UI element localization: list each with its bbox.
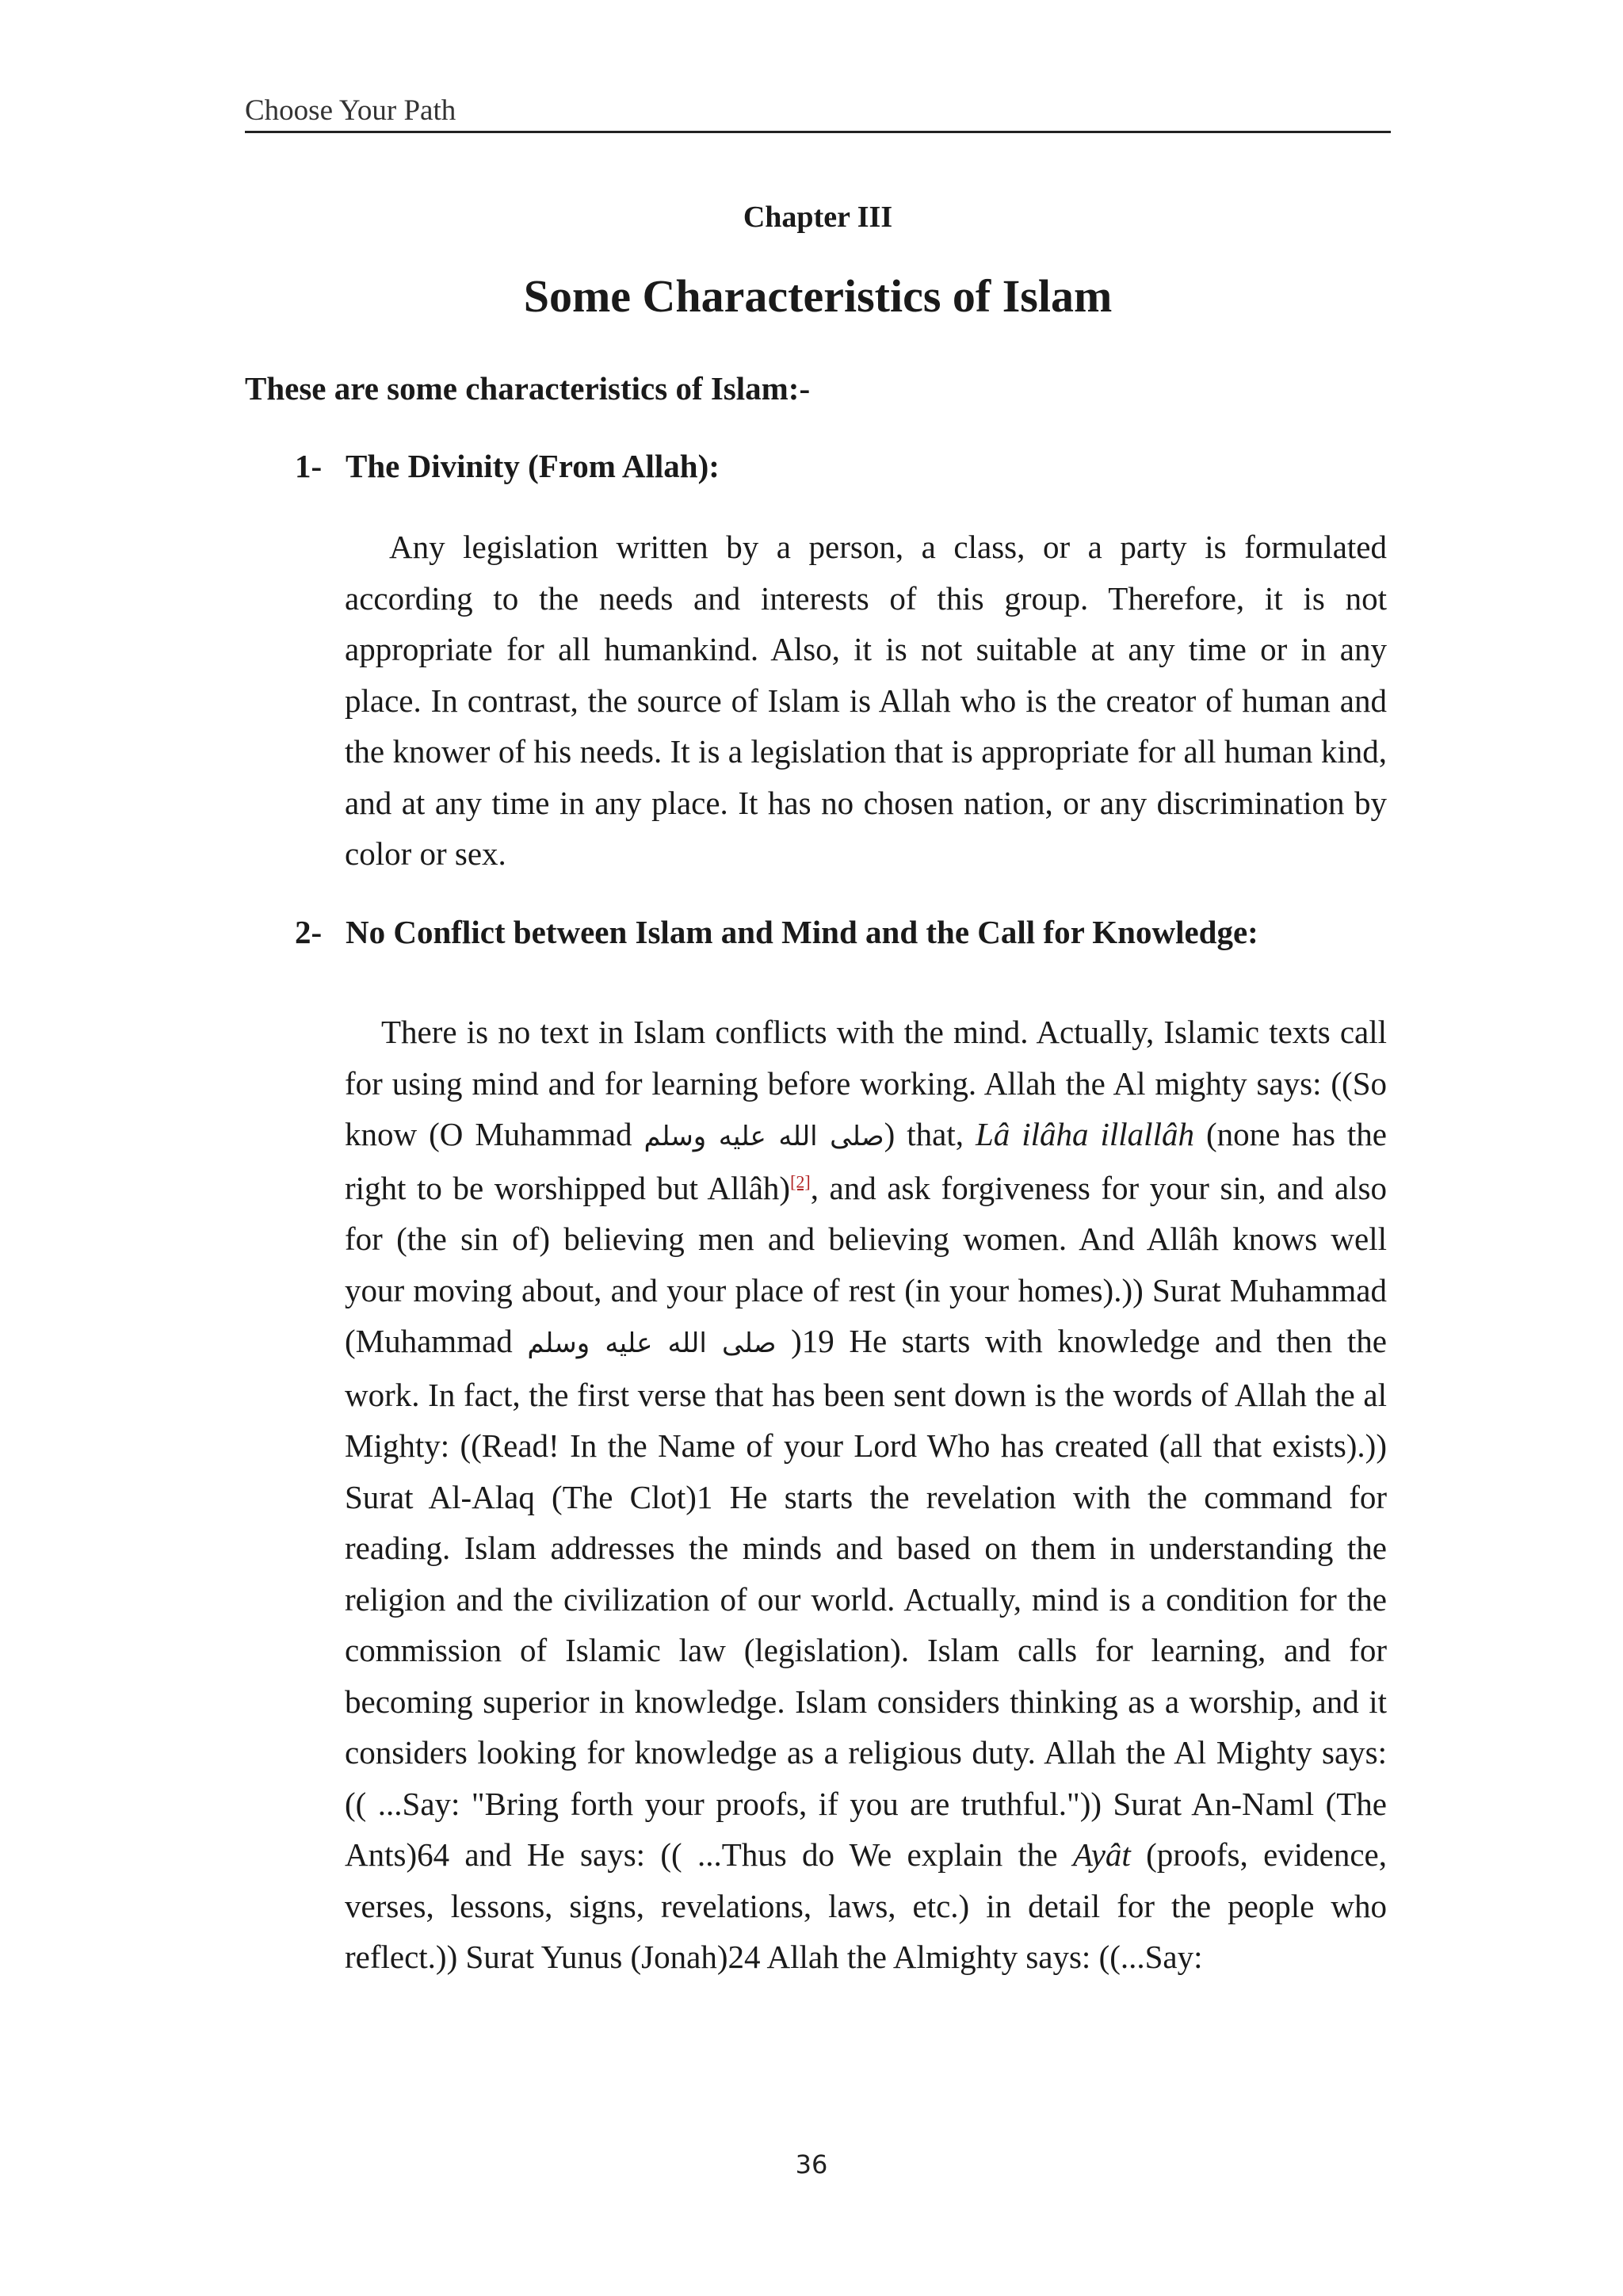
chapter-label: Chapter III bbox=[743, 201, 893, 234]
paragraph-knowledge: There is no text in Islam conflicts with the mind. Actually, Islamic texts call for using mind and for learning before working. Allah the Al mighty says: ((So know (O Muhammad صلى الله عليه وسلم) that, Lâ ilâha illallâh (none has the right to be worshipped but Allâh)[2], and ask forgiveness for your sin, and also for (the sin of) believing men and believing women. And Allâh knows well your moving about, and your place of rest (in your homes).)) Surat Muhammad (Muhammad صلى الله عليه وسلم )19 He starts with knowledge and then the work. In fact, the first verse that has been sent down is the words of Allah the al Mighty: ((Read! In the Name of your Lord Who has created (all that exists).)) Surat Al-Alaq (The Clot)1 He starts the revelation with the command for reading. Islam addresses the minds and based on them in understanding the religion and the civilization of our world. Actually, mind is a condition for the commission of Islamic law (legislation). Islam calls for learning, and for becoming superior in knowledge. Islam considers thinking as a worship, and it considers looking for knowledge as a religious duty. Allah the Al Mighty says: (( ...Say: "Bring forth your proofs, if you are truthful.")) Surat An-Naml (The Ants)64 and He says: (( ...Thus do We explain the Ayât (proofs, evidence, verses, lessons, signs, revelations, laws, etc.) in detail for the people who reflect.)) Surat Yunus (Jonah)24 Allah the Almighty says: ((...Say: bbox=[345, 1014, 1388, 1975]
italic-phrase: Ayât bbox=[1072, 1836, 1131, 1873]
section-number: 2- bbox=[295, 914, 323, 950]
section-heading-divinity bbox=[295, 447, 720, 485]
italic-phrase: Lâ ilâha illallâh bbox=[975, 1116, 1194, 1152]
section-title: The Divinity (From Allah): bbox=[346, 448, 720, 484]
intro-line: These are some characteristics of Islam:- bbox=[245, 370, 811, 407]
arabic-salutation: صلى الله عليه وسلم bbox=[527, 1328, 777, 1359]
arabic-salutation: صلى الله عليه وسلم bbox=[643, 1121, 884, 1152]
paragraph-divinity: Any legislation written by a person, a class, or a party is formulated according to the needs and interests of this group. Therefore, it is not appropriate for all humankind. Also, it is not suitable at any time or in any place. In contrast, the source of Islam is Allah who is the creator of human and the knower of his needs. It is a legislation that is appropriate for all human kind, and at any time in any place. It has no chosen nation, or any discrimination by color or sex. bbox=[345, 529, 1387, 872]
running-header: Choose Your Path bbox=[245, 94, 1391, 133]
chapter-title: Some Characteristics of Islam bbox=[523, 270, 1113, 322]
page-number: 36 bbox=[795, 2149, 828, 2179]
section-number: 1- bbox=[295, 448, 323, 484]
footnote-link[interactable]: [2] bbox=[790, 1171, 811, 1191]
section-heading-knowledge bbox=[295, 913, 1258, 951]
section-title: No Conflict between Islam and Mind and the Call for Knowledge: bbox=[346, 914, 1258, 950]
